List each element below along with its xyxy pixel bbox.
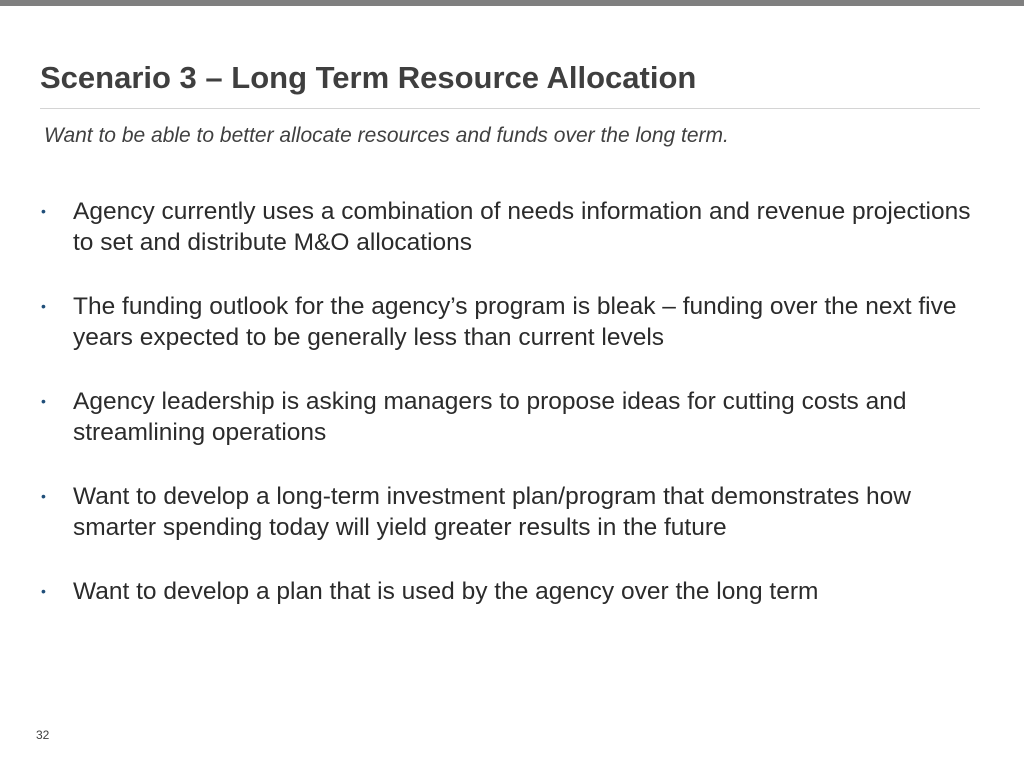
bullet-text: The funding outlook for the agency’s program is bleak – funding over the next five years expected to be generally less than current levels (73, 293, 957, 351)
bullet-dot-icon: • (41, 583, 46, 599)
title-divider (40, 108, 980, 109)
bullet-dot-icon: • (41, 488, 46, 504)
bullet-item (40, 576, 990, 607)
bullet-text: Agency leadership is asking managers to propose ideas for cutting costs and streamlining operations (73, 388, 907, 446)
page-number: 32 (36, 728, 50, 742)
bullet-list (40, 196, 990, 640)
slide-title: Scenario 3 – Long Term Resource Allocation (40, 60, 697, 95)
bullet-dot-icon: • (41, 203, 46, 219)
bullet-item (40, 196, 990, 258)
bullet-item (40, 481, 990, 543)
slide-subtitle: Want to be able to better allocate resources and funds over the long term. (44, 124, 729, 147)
bullet-item (40, 386, 990, 448)
bullet-text: Agency currently uses a combination of needs information and revenue projections to set and distribute M&O allocations (73, 198, 971, 256)
bullet-text: Want to develop a plan that is used by the agency over the long term (73, 578, 819, 605)
bullet-text: Want to develop a long-term investment plan/program that demonstrates how smarter spending today will yield greater results in the future (73, 483, 911, 541)
bullet-dot-icon: • (41, 393, 46, 409)
bullet-item (40, 291, 990, 353)
top-accent-bar (0, 0, 1024, 6)
bullet-dot-icon: • (41, 298, 46, 314)
